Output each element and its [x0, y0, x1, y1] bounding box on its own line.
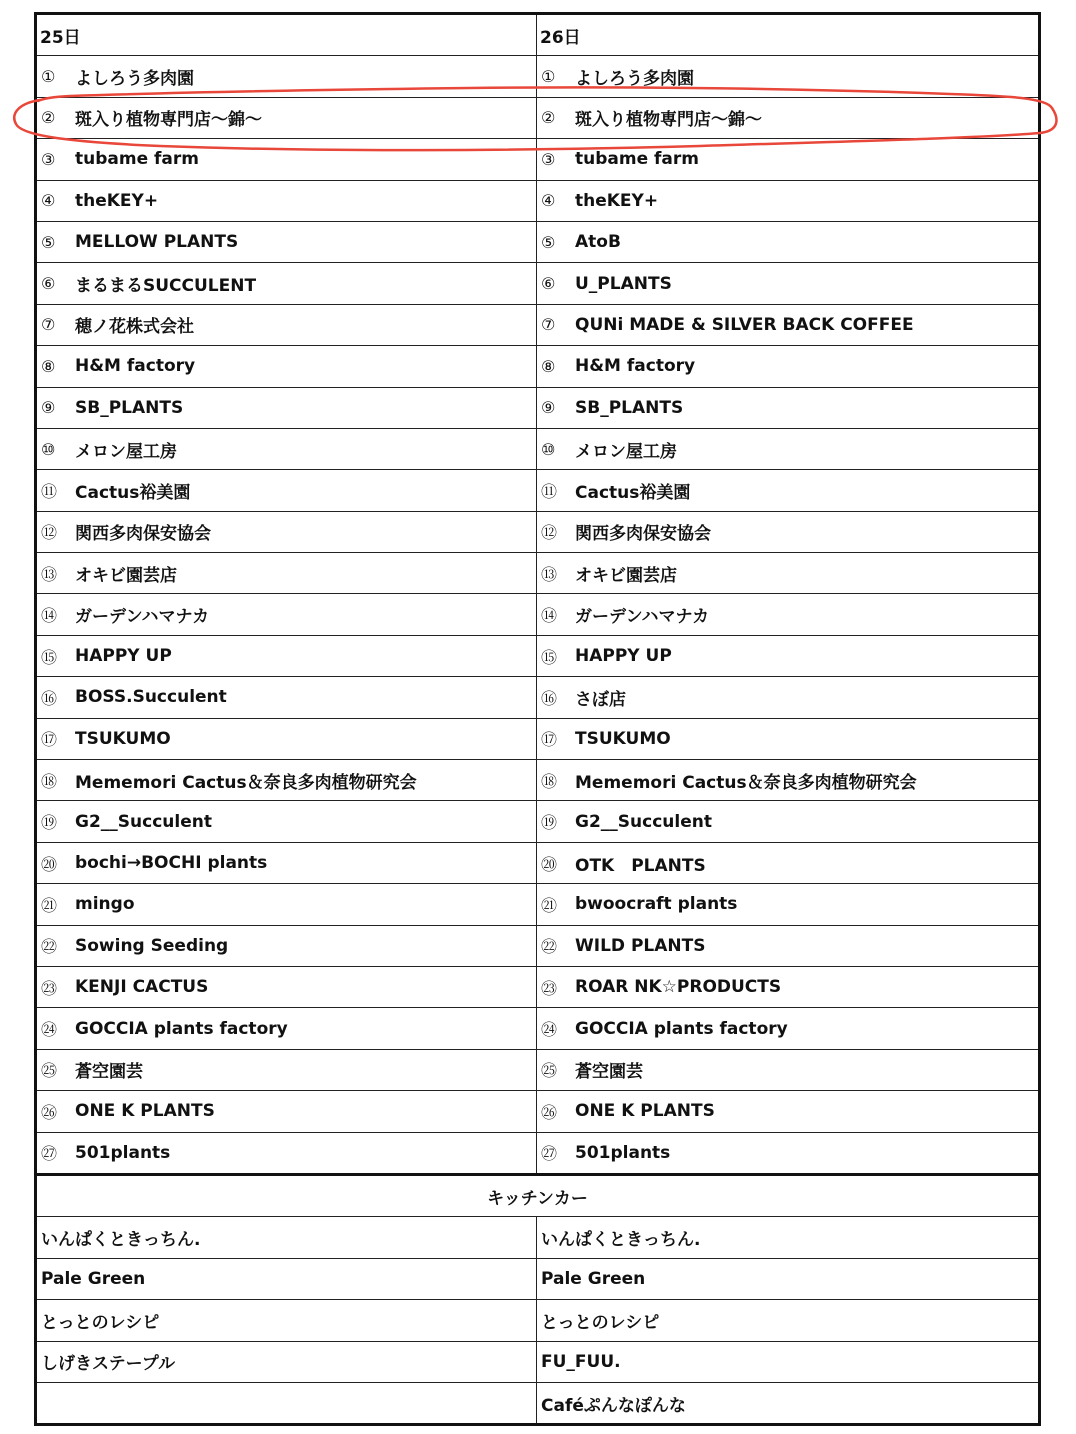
vendor-cell-day25	[36, 387, 537, 428]
vendor-row	[36, 304, 1040, 345]
vendor-cell-content	[537, 851, 1038, 876]
vendor-cell-day26	[537, 1091, 1040, 1132]
vendor-cell-day26	[537, 304, 1040, 345]
vendor-number: ②	[41, 108, 56, 128]
vendor-cell-day26	[537, 428, 1040, 469]
vendor-cell-day25	[36, 221, 537, 262]
vendor-cell-day25	[36, 635, 537, 676]
kitchen-cell-day25: いんぱくときっちん.	[36, 1217, 537, 1258]
vendor-name: bwoocraft plants	[575, 894, 738, 915]
vendor-row	[36, 180, 1040, 221]
vendor-name: AtoB	[575, 232, 621, 253]
vendor-cell-content	[37, 356, 536, 376]
vendor-cell-content	[37, 191, 536, 211]
vendor-number: ⑲	[41, 813, 58, 833]
vendor-number: ⑬	[41, 564, 58, 584]
vendor-row	[36, 884, 1040, 925]
vendor-cell-day26	[537, 1049, 1040, 1090]
vendor-cell-day25	[36, 966, 537, 1007]
vendor-cell-day25	[36, 304, 537, 345]
vendor-name: tubame farm	[575, 149, 699, 170]
vendor-cell-content	[537, 976, 1038, 999]
vendor-cell-day26	[537, 966, 1040, 1007]
vendor-cell-content	[37, 232, 536, 252]
header-row	[36, 14, 1040, 56]
vendor-number: ㉔	[541, 1020, 558, 1040]
vendor-number: ⑦	[541, 315, 556, 335]
kitchen-row	[36, 1217, 1040, 1258]
vendor-name: ガーデンハマナカ	[575, 607, 710, 628]
vendor-cell-day26	[537, 1132, 1040, 1174]
vendor-name: まるまるSUCCULENT	[75, 276, 257, 297]
vendor-cell-content	[537, 685, 1038, 710]
vendor-cell-day25	[36, 180, 537, 221]
vendor-cell-day25	[36, 263, 537, 304]
vendor-cell-day26	[537, 801, 1040, 842]
kitchen-cell-day26: FU_FUU.	[537, 1341, 1040, 1382]
vendor-row	[36, 594, 1040, 635]
vendor-cell-content	[37, 1057, 536, 1082]
vendor-cell-content	[537, 1100, 1038, 1123]
vendor-cell-day25	[36, 511, 537, 552]
vendor-name: tubame farm	[75, 149, 199, 170]
vendor-name: オキビ園芸店	[75, 565, 177, 586]
vendor-cell-content	[537, 645, 1038, 668]
vendor-number: ⑭	[541, 606, 558, 626]
vendor-name: TSUKUMO	[75, 728, 171, 749]
kitchen-cell-day25	[36, 1382, 537, 1424]
vendor-number: ㉒	[41, 937, 58, 957]
vendor-cell-day25	[36, 718, 537, 759]
vendor-row	[36, 1132, 1040, 1174]
vendor-cell-day25	[36, 1091, 537, 1132]
vendor-name: SB_PLANTS	[575, 397, 684, 418]
vendor-name: メロン屋工房	[75, 441, 177, 462]
vendor-cell-content	[537, 810, 1038, 833]
vendor-cell-day25	[36, 594, 537, 635]
vendor-row	[36, 1008, 1040, 1049]
vendor-cell-content	[37, 149, 536, 169]
vendor-number: ⑳	[41, 854, 58, 874]
vendor-row	[36, 1091, 1040, 1132]
vendor-name: BOSS.Succulent	[75, 687, 227, 708]
vendor-number: ⑧	[41, 356, 56, 376]
vendor-name: bochi→BOCHI plants	[75, 853, 268, 873]
vendor-name: 蒼空園芸	[75, 1062, 143, 1083]
vendor-name: 蒼空園芸	[575, 1062, 643, 1083]
vendor-cell-day25	[36, 842, 537, 883]
vendor-cell-day26	[537, 925, 1040, 966]
kitchen-cell-day25: とっとのレシピ	[36, 1300, 537, 1341]
vendor-number: ⑰	[541, 730, 558, 750]
vendor-number: ①	[41, 67, 56, 87]
vendor-cell-content	[537, 602, 1038, 627]
vendor-name: 斑入り植物専門店〜錦〜	[75, 110, 262, 131]
vendor-cell-day26	[537, 470, 1040, 511]
vendor-cell-content	[37, 810, 536, 833]
vendor-row	[36, 511, 1040, 552]
vendor-number: ③	[41, 149, 56, 169]
vendor-row	[36, 139, 1040, 180]
vendor-cell-content	[537, 478, 1038, 503]
vendor-number: ⑪	[41, 481, 58, 501]
vendor-number: ⑰	[41, 730, 58, 750]
vendor-cell-day26	[537, 677, 1040, 718]
vendor-number: ⑪	[541, 481, 558, 501]
vendor-number: ⑭	[41, 606, 58, 626]
vendor-cell-content	[537, 315, 1038, 335]
vendor-name: よしろう多肉園	[575, 69, 694, 90]
vendor-name: HAPPY UP	[575, 646, 672, 667]
vendor-name: TSUKUMO	[575, 728, 671, 749]
vendor-name: U_PLANTS	[575, 273, 672, 294]
vendor-row	[36, 470, 1040, 511]
vendor-row	[36, 263, 1040, 304]
vendor-name: H&M factory	[75, 356, 196, 377]
vendor-name: mingo	[75, 894, 135, 915]
vendor-cell-content	[37, 686, 536, 709]
vendor-number: ⑦	[41, 315, 56, 335]
vendor-cell-content	[537, 437, 1038, 462]
vendor-cell-content	[37, 1100, 536, 1123]
vendor-cell-day25	[36, 470, 537, 511]
vendor-cell-content	[37, 852, 536, 875]
vendor-cell-day25	[36, 760, 537, 801]
vendor-name: ガーデンハマナカ	[75, 607, 210, 628]
vendor-number: ⑩	[541, 439, 556, 459]
vendor-name: 斑入り植物専門店〜錦〜	[575, 110, 762, 131]
header-day25: 25日	[36, 14, 537, 56]
vendor-cell-content	[537, 1057, 1038, 1082]
vendor-table	[34, 12, 1041, 1426]
vendor-number: ④	[541, 191, 556, 211]
vendor-cell-content	[537, 893, 1038, 916]
vendor-name: ONE K PLANTS	[575, 1101, 715, 1122]
vendor-cell-day25	[36, 346, 537, 387]
vendor-name: HAPPY UP	[75, 646, 172, 667]
vendor-name: OTK PLANTS	[575, 855, 706, 876]
vendor-name: GOCCIA plants factory	[575, 1018, 788, 1039]
kitchen-cell-day26: Caféぷんなぽんな	[537, 1382, 1040, 1424]
kitchen-cell-day25: しげきステープル	[36, 1341, 537, 1382]
vendor-cell-content	[537, 519, 1038, 544]
kitchen-cell-day26: いんぱくときっちん.	[537, 1217, 1040, 1258]
vendor-cell-content	[37, 271, 536, 296]
kitchen-cell-day26: Pale Green	[537, 1258, 1040, 1299]
vendor-cell-day26	[537, 635, 1040, 676]
vendor-row	[36, 387, 1040, 428]
vendor-row	[36, 346, 1040, 387]
vendor-name: Cactus裕美園	[75, 482, 191, 503]
vendor-name: WILD PLANTS	[575, 935, 706, 956]
kitchen-section-row	[36, 1174, 1040, 1216]
vendor-cell-day26	[537, 760, 1040, 801]
vendor-name: Mememori Cactus＆奈良多肉植物研究会	[75, 772, 417, 793]
vendor-number: ⑳	[541, 854, 558, 874]
vendor-row	[36, 718, 1040, 759]
vendor-cell-content	[537, 274, 1038, 294]
kitchen-section-title: キッチンカー	[36, 1174, 1040, 1216]
vendor-name: オキビ園芸店	[575, 565, 677, 586]
vendor-number: ㉖	[541, 1102, 558, 1122]
vendor-cell-day25	[36, 677, 537, 718]
vendor-name: さぼ店	[575, 689, 626, 710]
vendor-name: H&M factory	[575, 356, 696, 377]
vendor-number: ④	[41, 191, 56, 211]
header-day26: 26日	[537, 14, 1040, 56]
vendor-name: ONE K PLANTS	[75, 1101, 215, 1122]
vendor-cell-content	[537, 1017, 1038, 1040]
vendor-cell-day25	[36, 1049, 537, 1090]
vendor-name: メロン屋工房	[575, 441, 677, 462]
vendor-cell-day25	[36, 1132, 537, 1174]
vendor-name: theKEY+	[575, 190, 659, 211]
vendor-cell-day26	[537, 263, 1040, 304]
vendor-number: ⑧	[541, 356, 556, 376]
kitchen-row	[36, 1341, 1040, 1382]
vendor-name: Sowing Seeding	[75, 935, 229, 956]
vendor-number: ②	[541, 108, 556, 128]
vendor-row	[36, 1049, 1040, 1090]
vendor-number: ⑱	[41, 771, 58, 791]
vendor-number: ㉕	[541, 1061, 558, 1081]
vendor-cell-content	[37, 1017, 536, 1040]
vendor-name: G2__Succulent	[575, 811, 712, 832]
vendor-cell-day26	[537, 1008, 1040, 1049]
vendor-cell-day26	[537, 511, 1040, 552]
kitchen-row	[36, 1258, 1040, 1299]
vendor-cell-content	[537, 105, 1038, 130]
vendor-row	[36, 966, 1040, 1007]
vendor-cell-day25	[36, 97, 537, 138]
vendor-cell-content	[537, 356, 1038, 376]
vendor-row	[36, 428, 1040, 469]
vendor-row	[36, 56, 1040, 97]
vendor-cell-day25	[36, 1008, 537, 1049]
vendor-number: ⑫	[41, 523, 58, 543]
vendor-number: ㉗	[541, 1144, 558, 1164]
vendor-cell-day26	[537, 346, 1040, 387]
vendor-number: ⑯	[541, 688, 558, 708]
vendor-cell-day26	[537, 594, 1040, 635]
vendor-cell-content	[37, 398, 536, 418]
vendor-cell-content	[37, 105, 536, 130]
vendor-name: QUNi MADE & SILVER BACK COFFEE	[575, 314, 914, 335]
vendor-number: ㉒	[541, 937, 558, 957]
vendor-number: ⑱	[541, 771, 558, 791]
vendor-name: 関西多肉保安協会	[75, 524, 211, 545]
vendor-cell-day26	[537, 56, 1040, 97]
vendor-cell-content	[537, 191, 1038, 211]
vendor-number: ⑨	[541, 398, 556, 418]
vendor-name: KENJI CACTUS	[75, 977, 209, 998]
vendor-name: MELLOW PLANTS	[75, 232, 239, 253]
kitchen-row	[36, 1382, 1040, 1424]
vendor-number: ㉔	[41, 1020, 58, 1040]
vendor-name: G2__Succulent	[75, 811, 212, 832]
vendor-number: ㉖	[41, 1102, 58, 1122]
vendor-cell-content	[37, 312, 536, 337]
vendor-number: ⑮	[541, 647, 558, 667]
vendor-name: よしろう多肉園	[75, 69, 194, 90]
vendor-number: ⑯	[41, 688, 58, 708]
vendor-cell-content	[37, 976, 536, 999]
vendor-cell-content	[37, 478, 536, 503]
vendor-cell-content	[37, 934, 536, 957]
vendor-number: ⑤	[41, 232, 56, 252]
vendor-cell-content	[37, 727, 536, 750]
vendor-cell-day26	[537, 718, 1040, 759]
vendor-number: ⑮	[41, 647, 58, 667]
vendor-number: ㉕	[41, 1061, 58, 1081]
vendor-cell-day26	[537, 221, 1040, 262]
vendor-number: ⑲	[541, 813, 558, 833]
vendor-cell-day25	[36, 884, 537, 925]
vendor-cell-day25	[36, 56, 537, 97]
vendor-cell-content	[537, 561, 1038, 586]
vendor-cell-content	[37, 519, 536, 544]
vendor-number: ㉑	[41, 895, 58, 915]
vendor-name: 穂ノ花株式会社	[75, 317, 194, 338]
vendor-cell-day25	[36, 925, 537, 966]
vendor-number: ㉑	[541, 895, 558, 915]
vendor-cell-content	[37, 645, 536, 668]
vendor-row	[36, 925, 1040, 966]
vendor-row	[36, 97, 1040, 138]
vendor-cell-day26	[537, 97, 1040, 138]
vendor-number: ③	[541, 149, 556, 169]
vendor-name: 501plants	[75, 1142, 171, 1163]
kitchen-row	[36, 1300, 1040, 1341]
kitchen-cell-day25: Pale Green	[36, 1258, 537, 1299]
vendor-row	[36, 760, 1040, 801]
vendor-name: Mememori Cactus＆奈良多肉植物研究会	[575, 772, 917, 793]
vendor-row	[36, 801, 1040, 842]
vendor-row	[36, 553, 1040, 594]
vendor-name: theKEY+	[75, 190, 159, 211]
vendor-cell-content	[37, 602, 536, 627]
vendor-cell-content	[537, 149, 1038, 169]
vendor-cell-content	[37, 64, 536, 89]
vendor-number: ⑥	[541, 274, 556, 294]
vendor-row	[36, 635, 1040, 676]
vendor-cell-day25	[36, 801, 537, 842]
vendor-name: GOCCIA plants factory	[75, 1018, 288, 1039]
vendor-cell-content	[37, 893, 536, 916]
vendor-cell-content	[37, 768, 536, 793]
vendor-name: ROAR NK☆PRODUCTS	[575, 977, 782, 998]
vendor-cell-content	[37, 561, 536, 586]
vendor-cell-content	[537, 934, 1038, 957]
vendor-cell-day26	[537, 842, 1040, 883]
vendor-name: 関西多肉保安協会	[575, 524, 711, 545]
vendor-name: SB_PLANTS	[75, 397, 184, 418]
vendor-cell-content	[37, 437, 536, 462]
vendor-cell-day25	[36, 139, 537, 180]
vendor-cell-content	[37, 1141, 536, 1164]
vendor-cell-day26	[537, 387, 1040, 428]
vendor-number: ⑩	[41, 439, 56, 459]
vendor-number: ㉗	[41, 1144, 58, 1164]
kitchen-cell-day26: とっとのレシピ	[537, 1300, 1040, 1341]
vendor-row	[36, 221, 1040, 262]
vendor-cell-content	[537, 1141, 1038, 1164]
vendor-cell-content	[537, 232, 1038, 252]
vendor-cell-content	[537, 727, 1038, 750]
vendor-row	[36, 677, 1040, 718]
vendor-number: ⑥	[41, 274, 56, 294]
vendor-number: ①	[541, 67, 556, 87]
vendor-cell-content	[537, 398, 1038, 418]
vendor-number: ⑤	[541, 232, 556, 252]
vendor-cell-day25	[36, 553, 537, 594]
vendor-number: ㉓	[541, 978, 558, 998]
vendor-number: ㉓	[41, 978, 58, 998]
vendor-cell-day26	[537, 180, 1040, 221]
vendor-number: ⑬	[541, 564, 558, 584]
vendor-table-body	[36, 14, 1040, 1425]
vendor-cell-day25	[36, 428, 537, 469]
vendor-cell-day26	[537, 139, 1040, 180]
vendor-cell-day26	[537, 884, 1040, 925]
vendor-cell-content	[537, 768, 1038, 793]
vendor-cell-content	[537, 64, 1038, 89]
vendor-name: 501plants	[575, 1142, 671, 1163]
vendor-name: Cactus裕美園	[575, 482, 691, 503]
vendor-cell-day26	[537, 553, 1040, 594]
vendor-row	[36, 842, 1040, 883]
vendor-number: ⑫	[541, 523, 558, 543]
vendor-number: ⑨	[41, 398, 56, 418]
